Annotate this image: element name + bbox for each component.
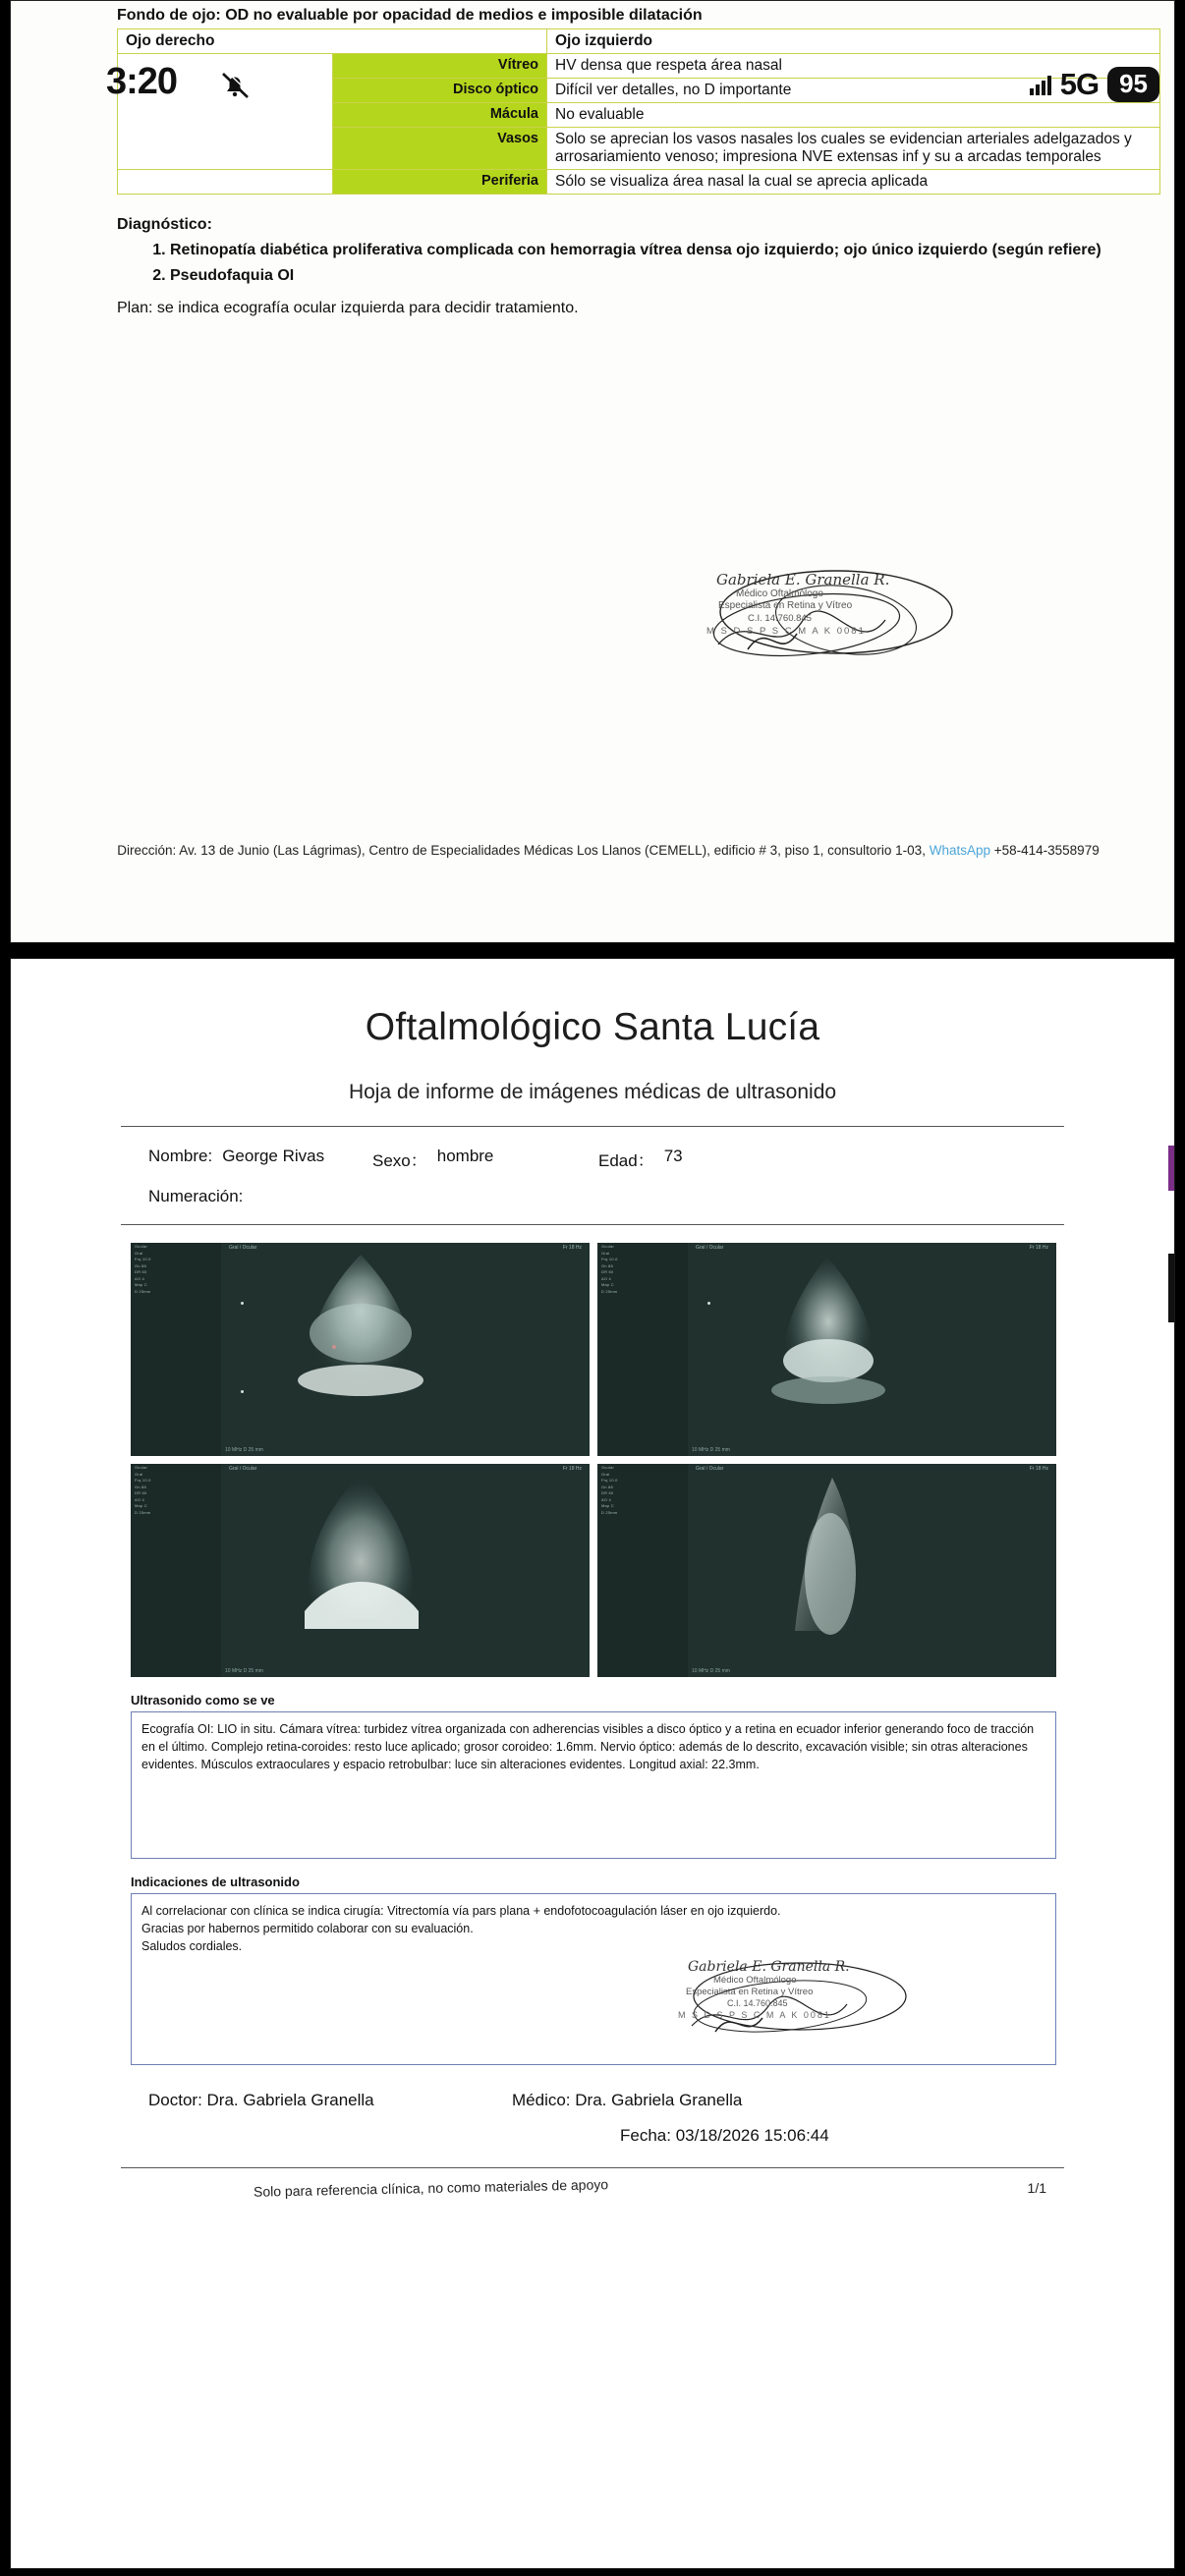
- numbering-label: Numeración:: [148, 1187, 244, 1205]
- scan-image-content-3: [248, 1464, 474, 1677]
- medico-value: Dra. Gabriela Granella: [575, 2091, 743, 2109]
- fundus-heading: Fondo de ojo: OD no evaluable por opacidad de medios e imposible dilatación: [117, 7, 703, 24]
- indication-line-2: Gracias por habernos permitido colaborar con su evaluación.: [141, 1922, 474, 1936]
- doctor-field: [148, 2091, 512, 2110]
- eye-findings-table: [117, 28, 1160, 195]
- patient-age-label: Edad：: [598, 1151, 654, 1170]
- patient-age-value: 73: [663, 1147, 683, 1165]
- scan-top-right-2: Fr 18 Hz: [1029, 1245, 1048, 1251]
- scan-top-right-4: Fr 18 Hz: [1029, 1466, 1048, 1472]
- diagnosis-list: [117, 240, 1174, 286]
- ultrasound-scan-3: [131, 1464, 590, 1677]
- od-empty-cell-2: [118, 170, 333, 195]
- scan-top-right-1: Fr 18 Hz: [562, 1245, 582, 1251]
- diagnosis-heading: Diagnóstico:: [117, 216, 212, 233]
- whatsapp-number: +58-414-3558979: [989, 843, 1100, 858]
- ultrasound-scan-4: [597, 1464, 1056, 1677]
- consultation-report-page: [10, 0, 1175, 943]
- divider-top: [121, 1126, 1064, 1127]
- address-text: Dirección: Av. 13 de Junio (Las Lágrimas), Centro de Especialidades Médicas Los Llanos (CEMELL), edificio # 3, piso 1, consultorio 1-03,: [117, 843, 930, 858]
- oi-value-periferia: Sólo se visualiza área nasal la cual se aprecia aplicada: [547, 170, 1160, 195]
- scan-top-left-2: Gral / Ocular: [696, 1245, 724, 1251]
- date-value: 03/18/2026 15:06:44: [675, 2126, 829, 2145]
- scan-top-left-4: Gral / Ocular: [696, 1466, 724, 1472]
- scan-image-content-4: [714, 1464, 940, 1677]
- ultrasound-scan-2: [597, 1243, 1056, 1456]
- findings-textbox[interactable]: Ecografía OI: LIO in situ. Cámara vítrea: turbidez vítrea organizada con adherencias visibles a disco óptico y a retina en ecuador inferior generando foco de tracción en el último. Complejo retina-coroides: resto luce aplicado; grosor coroideo: 1.6mm. Nervio óptico: además de lo descrito, excavación visible; sin otras alteraciones evidentes. Músculos extraoculares y espacio retrobulbar: luce sin alteraciones evidentes. Longitud axial: 22.3mm.: [131, 1711, 1056, 1859]
- scan-top-right-3: Fr 18 Hz: [562, 1466, 582, 1472]
- patient-name-field: [148, 1147, 372, 1171]
- list-item: 2. Pseudofaquia OI: [170, 265, 1174, 287]
- numbering-field: [148, 1187, 1174, 1206]
- header-left-eye: Ojo izquierdo: [547, 29, 1160, 54]
- date-field: [620, 2126, 1174, 2146]
- scan-bottom-1: 10 MHz D 25 mm: [225, 1447, 263, 1453]
- header-right-eye: Ojo derecho: [118, 29, 547, 54]
- signature-role: Médico Oftalmólogo: [713, 1975, 797, 1986]
- medico-field: [512, 2091, 742, 2110]
- page-number: 1/1: [1027, 2180, 1046, 2196]
- scan-image-content-2: [714, 1243, 940, 1456]
- scan-parameters-panel-3: Ocular Gral Frq 10.0 Gn 88 DR 60 AO 4 Map C D 25mm: [131, 1464, 221, 1677]
- doctor-signature-top: [689, 551, 984, 689]
- scan-parameters-panel-2: Ocular Gral Frq 10.0 Gn 88 DR 60 AO 4 Map C D 25mm: [597, 1243, 688, 1456]
- ultrasound-image-grid: [131, 1243, 1056, 1677]
- signature-name: Gabriela E. Granella R.: [716, 571, 890, 588]
- patient-info-row: [148, 1147, 1174, 1171]
- diagnosis-section: [117, 216, 1174, 286]
- doctor-row: [11, 2091, 1174, 2110]
- date-label: Fecha:: [620, 2126, 671, 2145]
- battery-percent-badge: 95: [1107, 67, 1159, 102]
- patient-name-label: Nombre:: [148, 1147, 213, 1165]
- row-label-periferia: Periferia: [332, 170, 547, 195]
- scan-bottom-3: 10 MHz D 25 mm: [225, 1668, 263, 1674]
- scan-parameters-panel-4: Ocular Gral Frq 10.0 Gn 88 DR 60 AO 4 Map C D 25mm: [597, 1464, 688, 1677]
- footer-disclaimer: Solo para referencia clínica, no como materiales de apoyo: [253, 2176, 609, 2200]
- signature-license: M S D S P S C M A K 0081: [706, 626, 866, 637]
- ultrasound-scan-1: [131, 1243, 590, 1456]
- patient-age-field: [598, 1147, 683, 1171]
- clinic-address-footer: [117, 841, 1100, 861]
- signature-id: C.I. 14.760.845: [727, 1998, 788, 2008]
- signature-specialty: Especialista en Retina y Vítreo: [718, 600, 853, 611]
- oi-value-vasos: Solo se aprecian los vasos nasales los cuales se evidencian arteriales adelgazados y arrosariamiento venoso; impresiona NVE extensas inf y su a arcadas temporales: [547, 128, 1160, 170]
- scan-top-left-1: Gral / Ocular: [229, 1245, 257, 1251]
- page-edge-marker-purple: [1168, 1146, 1174, 1191]
- scan-bottom-4: 10 MHz D 25 mm: [692, 1668, 730, 1674]
- patient-sex-field: [372, 1147, 598, 1171]
- signature-name: Gabriela E. Granella R.: [688, 1959, 850, 1975]
- patient-sex-label: Sexo：: [372, 1151, 427, 1170]
- table-header-row: [118, 29, 1160, 54]
- list-item: 1. Retinopatía diabética proliferativa complicada con hemorragia vítrea densa ojo izquierdo; ojo único izquierdo (según refiere): [170, 240, 1174, 261]
- doctor-label: Doctor:: [148, 2091, 202, 2109]
- scan-parameters-panel-1: Ocular Gral Frq 10.0 Gn 88 DR 60 AO 4 Map C D 25mm: [131, 1243, 221, 1456]
- medico-label: Médico:: [512, 2091, 571, 2109]
- report-subtitle: Hoja de informe de imágenes médicas de ultrasonido: [348, 1081, 837, 1103]
- scan-image-content-1: [248, 1243, 474, 1456]
- table-row: [118, 170, 1160, 195]
- indications-textbox[interactable]: [131, 1893, 1056, 2065]
- indication-line-1: Al correlacionar con clínica se indica cirugía: Vitrectomía vía pars plana + endofotocoagulación láser en ojo izquierdo.: [141, 1904, 781, 1918]
- status-clock: 3:20: [106, 61, 178, 102]
- indication-line-3: Saludos cordiales.: [141, 1939, 243, 1954]
- clinic-title: Oftalmológico Santa Lucía: [365, 1006, 820, 1048]
- plan-text: Plan: se indica ecografía ocular izquierda para decidir tratamiento.: [117, 300, 579, 317]
- signature-role: Médico Oftalmólogo: [736, 588, 823, 599]
- oi-value-vitreo: HV densa que respeta área nasal: [547, 54, 1160, 79]
- scan-bottom-2: 10 MHz D 25 mm: [692, 1447, 730, 1453]
- ultrasound-report-page: [10, 958, 1175, 2569]
- row-label-macula: Mácula: [332, 103, 547, 128]
- page-edge-marker-dark: [1168, 1254, 1174, 1322]
- doctor-signature-bottom: [662, 1949, 957, 2057]
- divider-footer: [121, 2167, 1064, 2168]
- signature-specialty: Especialista en Retina y Vítreo: [686, 1987, 814, 1997]
- doctor-value: Dra. Gabriela Granella: [206, 2091, 374, 2109]
- indications-label: Indicaciones de ultrasonido: [131, 1875, 300, 1889]
- row-label-vasos: Vasos: [332, 128, 547, 170]
- row-label-disco-optico: Disco óptico: [332, 79, 547, 103]
- patient-sex-value: hombre: [436, 1147, 494, 1165]
- network-type-label: 5G: [1059, 67, 1100, 101]
- od-empty-cell: [118, 54, 333, 170]
- table-row: [118, 54, 1160, 79]
- signature-license: M S D S P S C M A K 0081: [678, 2010, 831, 2020]
- patient-name-value: George Rivas: [222, 1147, 325, 1165]
- signature-id: C.I. 14.760.845: [748, 613, 812, 624]
- oi-value-disco-optico: Difícil ver detalles, no D importante: [547, 79, 1160, 103]
- divider-patient: [121, 1224, 1064, 1225]
- scan-top-left-3: Gral / Ocular: [229, 1466, 257, 1472]
- oi-value-macula: No evaluable: [547, 103, 1160, 128]
- row-label-vitreo: Vítreo: [332, 54, 547, 79]
- whatsapp-label: WhatsApp: [929, 843, 990, 858]
- findings-label: Ultrasonido como se ve: [131, 1693, 275, 1708]
